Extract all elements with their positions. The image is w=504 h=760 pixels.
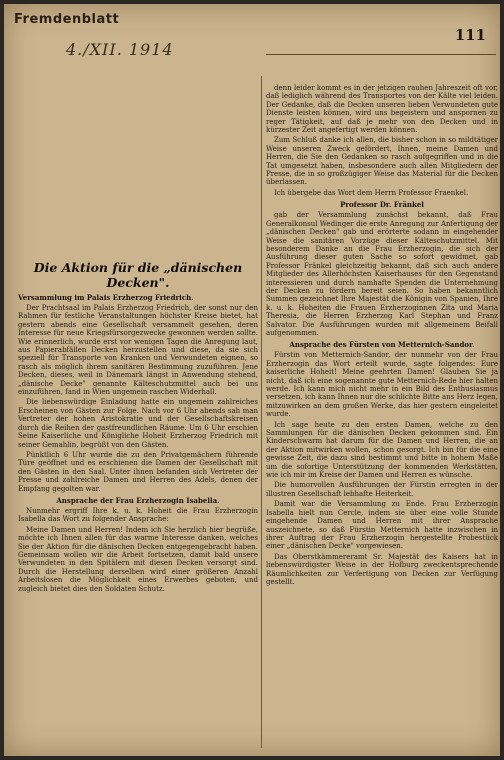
section-heading: Professor Dr. Fränkel [340, 200, 424, 210]
article-title: Die Aktion für die „dänischen Decken". [33, 260, 243, 290]
paragraph: Pünktlich 6 Uhr wurde die zu den Privatgemächern führende Türe geöffnet und es erschienen die Damen der Gesellschaft mit den Gästen in den Saal. Unter ihnen befanden sich Vertreter der Presse und zahlreiche Damen und Herren des Adels, denen der Empfang gegolten war. [18, 450, 258, 493]
paragraph: Ich sage heute zu den ersten Damen, welche zu den Sammlungen für die dänischen Decken gekommen sind. Ein Kinderschwarm hat darum für die Damen und Herren, die an der Aktion mitwirken wollen, schon gesorgt. Ich bin für die eine gewisse Zeit, die dazu sind bestimmt und bitte in hohem Maße um die sofortige Unterstützung der kommenden Werkstätten, wie ich mir im Kreise der Damen und Herren es wünsche. [266, 420, 498, 480]
paragraph: Die liebenswürdige Einladung hatte ein ungemein zahlreiches Erscheinen von Gästen zur Folge. Nach vor 6 Uhr abends sah man Vertreter der hohen Aristokratie und der Gesellschaftskreisen durch die Reihen der gastfreundlichen Räume. Um 6 Uhr erschien Seine Kaiserliche und Königliche Hoheit Erzherzog Friedrich mit seiner Gemahlin, begrüßt von den Gästen. [18, 398, 258, 449]
newspaper-source: Fremdenblatt [14, 12, 120, 27]
paragraph: Damit war die Versammlung zu Ende. Frau Erzherzogin Isabella hielt nun Cercle, indem sie über eine volle Stunde eingehende Damen und Herren mit ihrer Ansprache auszeichnete, so daß Fürstin Metternich hatte inzwischen in ihrer Auftrag der Frau Erzherzogin hergestellte Probestück einer „dänischen Decke" vorgewiesen. [266, 500, 498, 551]
article-column-right [266, 84, 498, 744]
page-number: 111 [454, 26, 486, 44]
paragraph: Das Oberstkämmereramt Sr. Majestät des Kaisers hat in liebenswürdigster Weise in der Hofburg zweckentsprechende Räumlichkeiten zur Verfertigung von Decken zur Verfügung gestellt. [266, 552, 498, 586]
column-divider [261, 76, 262, 748]
article-subtitle: Versammlung im Palais Erzherzog Friedrich. [18, 293, 194, 302]
paragraph: Fürstin von Metternich-Sandor, der nunmehr von der Frau Erzherzogin das Wort erteilt wurde, sagte folgendes: Eure kaiserliche Hoheit! Meine geehrten Damen! Glauben Sie ja nicht, daß ich eine sogenannte gute Metternich-Rede hier halten werde. Ich kann mich nicht mehr in ein Bild des Enthusiasmus versetzen, ich kann Ihnen nur die schlichte Bitte ans Herz legen, mitzuwirken an dem großen Werke, das hier gestern eingeleitet wurde. [266, 351, 498, 419]
section-heading: Ansprache des Fürsten von Metternich-Sandor. [289, 340, 475, 350]
paragraph: Die humorvollen Ausführungen der Fürstin erregten in der illustren Gesellschaft lebhafte Heiterkeit. [266, 481, 498, 498]
newspaper-clipping [4, 4, 500, 756]
paragraph: gab der Versammlung zunächst bekannt, daß Frau Generalkonsul Wedinger die erste Anregung zur Anfertigung der „dänischen Decken" gab und erörterte sodann in eingehender Weise die sanitären Vorzüge dieser Kälteschutzmittel. Mit besonderem Danke an die Frau Erzherzogin, die sich der Ausführung dieser guten Sache so sofort gewidmet, gab Professor Fränkel gleichzeitig bekannt, daß sich auch andere Mitglieder des Allerhöchsten Kaiserhauses für den Gegenstand interessieren und durch namhafte Spenden die Unternehmung der Decken zu fördern bereit seien. So haben bekanntlich Summen gezeichnet Ihre Majestät die Königin von Spanien, Ihre k. u. k. Hoheiten die Frauen Erzherzoginnen Zita und Maria Theresia, die Herren Erzherzog Karl Stephan und Franz Salvator. Die Ausführungen wurden mit allgemeinem Beifall aufgenommen. [266, 211, 498, 337]
paragraph: Meine Damen und Herren! Indem ich Sie herzlich hier begrüße, möchte ich Ihnen allen für das warme Interesse danken, welches Sie der Aktion für die dänischen Decken entgegengebracht haben. Gemeinsam wollen wir die Arbeit fortsetzen, damit bald unsere Verwundeten in den Spitälern mit diesen Decken versorgt sind. Durch die Herstellung derselben wird einer größeren Anzahl Arbeitslosen die Möglichkeit eines Erwerbes geboten, und zugleich bietet dies den Soldaten Schutz. [18, 525, 258, 593]
section-heading: Ansprache der Frau Erzherzogin Isabella. [56, 495, 220, 505]
paragraph: Zum Schluß danke ich allen, die bisher schon in so mildtätiger Weise unseren Zweck gefördert, Ihnen, meine Damen und Herren, die Sie den Gedanken so rasch aufgegriffen und in die Tat umgesetzt haben, insbesondere auch allen Mitgliedern der Presse, die in so großzügiger Weise das Material für die Decken überlassen. [266, 136, 498, 187]
paragraph: Der Prachtsaal im Palais Erzherzog Friedrich, der sonst nur den Rahmen für festliche Veranstaltungen höchster Kreise bietet, hat gestern abends eine Gesellschaft versammelt gesehen, deren Interesse für neue Kriegsfürsorgezwecke gewonnen werden sollte. Wie erinnerlich, wurde erst vor wenigen Tagen die Anregung laut, aus Papierabfällen Decken herzustellen und diese, da sie sich speziell für Transporte von Kranken und Verwundeten eignen, so rasch als möglich ihrem sanitären Bestimmung zuzuführen. Jene Decken, dieses, weil in Dänemark längst in Anwendung stehend, „dänische Decke" genannte Kälteschutzmittel auch bei uns einzuführen, fand in Wien ungemein raschen Widerhall. [18, 304, 258, 397]
paragraph: Nunmehr ergriff Ihre k. u. k. Hoheit die Frau Erzherzogin Isabella das Wort zu folgender Ansprache: [18, 506, 258, 524]
paragraph: Ich übergebe das Wort dem Herrn Professor Fraenkel. [274, 188, 469, 197]
paragraph: denn leider kommt es in der jetzigen rauhen Jahreszeit oft vor, daß lediglich während des Transportes von der Kälte viel leiden. Der Gedanke, daß die Decken unseren lieben Verwundeten gute Dienste leisten können, wird uns begeistern und anspornen zu reger Tätigkeit, auf daß je mehr von den Decken und in kürzester Zeit angefertigt werden können. [266, 84, 498, 135]
top-rule [266, 54, 496, 55]
article-column-left [18, 260, 258, 754]
handwritten-date: 4./XII. 1914 [66, 40, 174, 59]
